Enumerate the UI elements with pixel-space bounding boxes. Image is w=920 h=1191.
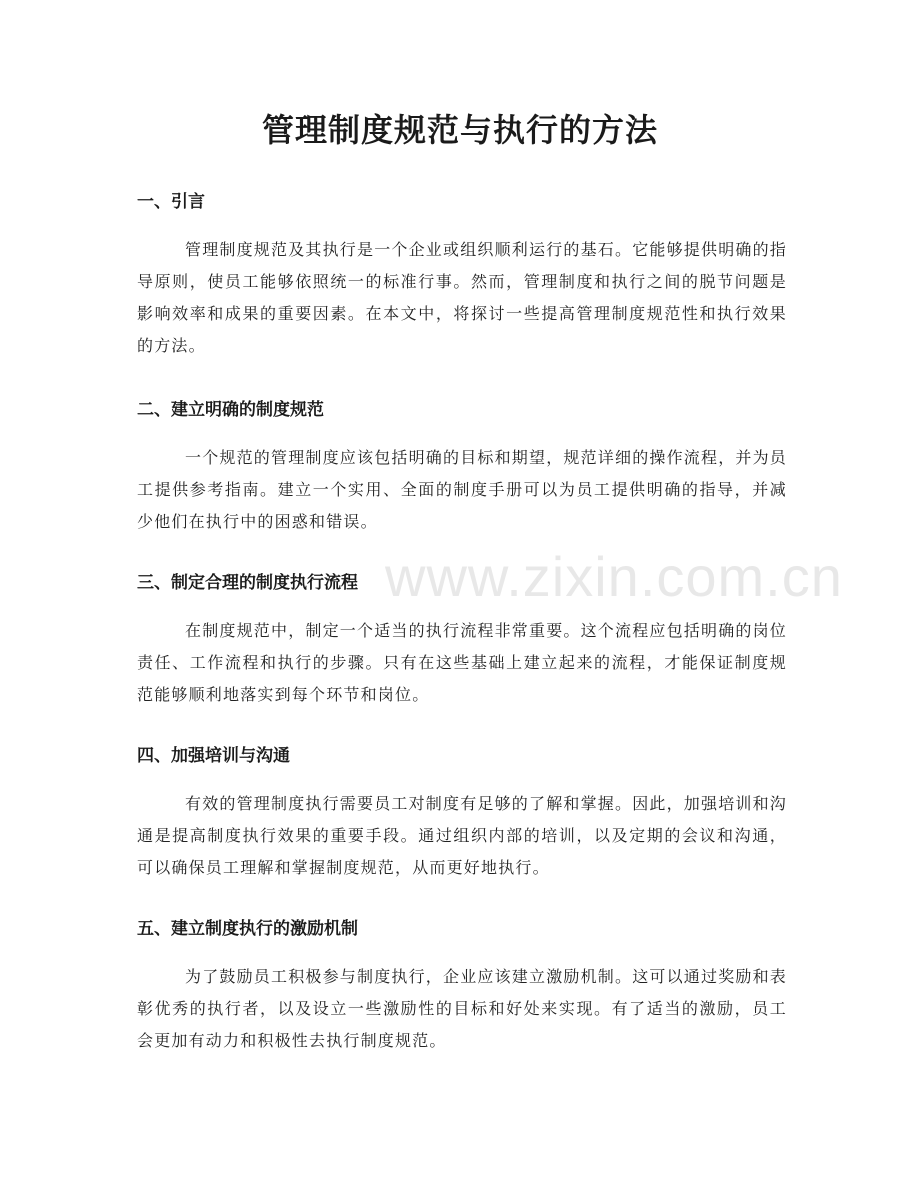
section-introduction	[137, 190, 787, 362]
section-paragraph: 一个规范的管理制度应该包括明确的目标和期望，规范详细的操作流程，并为员工提供参考指南。建立一个实用、全面的制度手册可以为员工提供明确的指导，并减少他们在执行中的困惑和错误。	[137, 448, 788, 531]
section-clear-rules	[137, 398, 787, 538]
section-paragraph: 有效的管理制度执行需要员工对制度有足够的了解和掌握。因此，加强培训和沟通是提高制度执行效果的重要手段。通过组织内部的培训，以及定期的会议和沟通，可以确保员工理解和掌握制度规范，从而更好地执行。	[137, 794, 788, 877]
section-heading: 三、制定合理的制度执行流程	[137, 573, 358, 593]
watermark: www.zixin.com.cn	[385, 545, 843, 608]
section-incentive-mechanism	[137, 917, 787, 1057]
section-heading: 四、加强培训与沟通	[137, 746, 290, 766]
section-training-communication	[137, 744, 787, 884]
section-execution-process	[137, 571, 787, 711]
section-heading: 五、建立制度执行的激励机制	[137, 919, 358, 939]
document-title: 管理制度规范与执行的方法	[261, 111, 658, 149]
section-paragraph: 在制度规范中，制定一个适当的执行流程非常重要。这个流程应包括明确的岗位责任、工作流程和执行的步骤。只有在这些基础上建立起来的流程，才能保证制度规范能够顺利地落实到每个环节和岗位。	[137, 621, 788, 704]
section-paragraph: 管理制度规范及其执行是一个企业或组织顺利运行的基石。它能够提供明确的指导原则，使员工能够依照统一的标准行事。然而，管理制度和执行之间的脱节问题是影响效率和成果的重要因素。在本文中，将探讨一些提高管理制度规范性和执行效果的方法。	[137, 240, 788, 355]
section-heading: 二、建立明确的制度规范	[137, 400, 324, 420]
section-paragraph: 为了鼓励员工积极参与制度执行，企业应该建立激励机制。这可以通过奖励和表彰优秀的执行者，以及设立一些激励性的目标和好处来实现。有了适当的激励，员工会更加有动力和积极性去执行制度规范。	[137, 967, 788, 1050]
section-heading: 一、引言	[137, 192, 205, 212]
